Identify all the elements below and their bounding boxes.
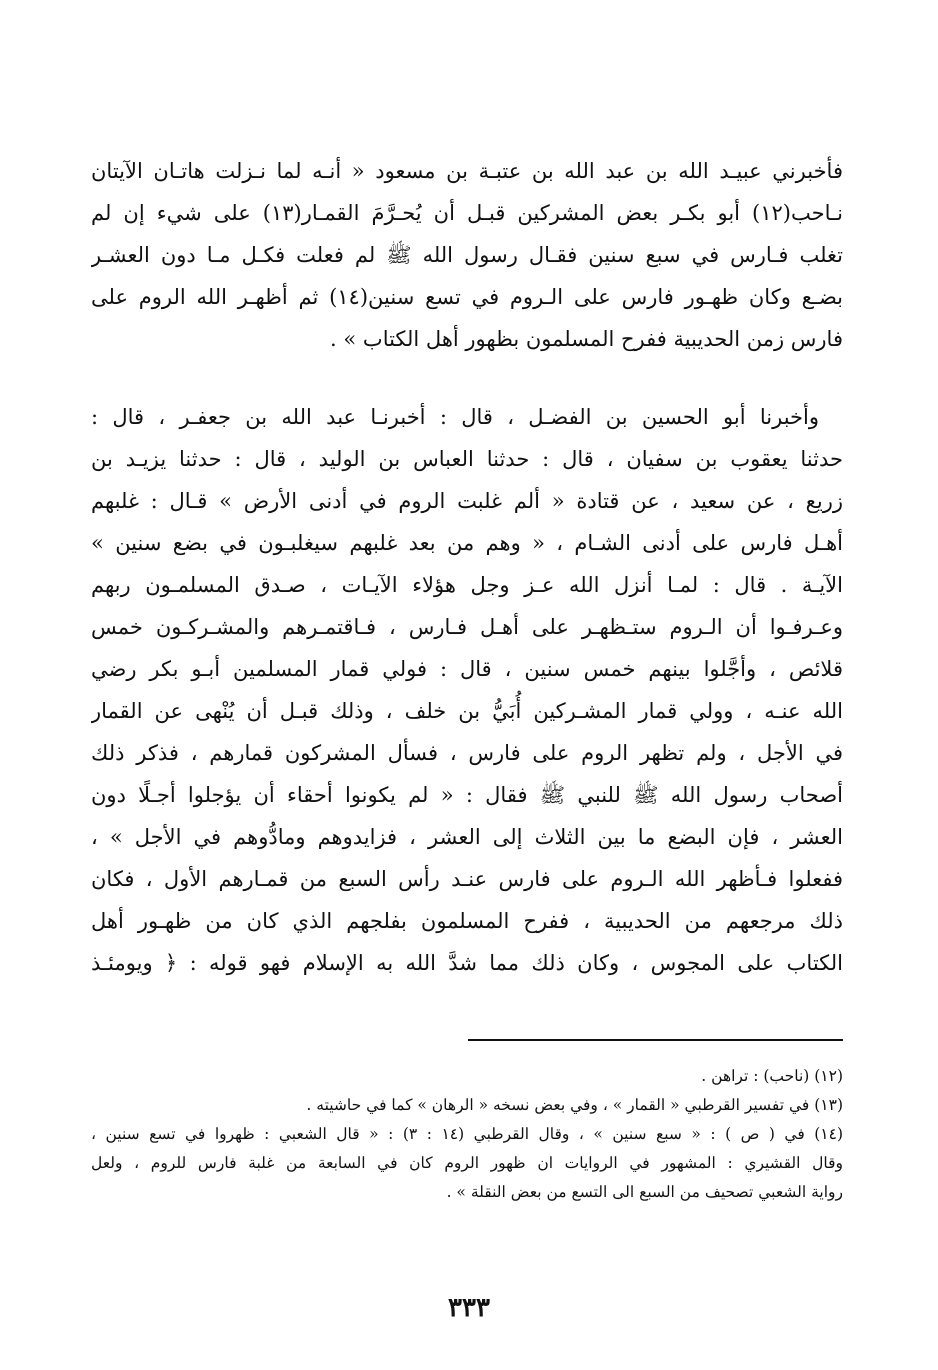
footnote-14: (١٤) في ( ص ) : « سبع سنين » ، وقال القرطبي (١٤ : ٣) : « قال الشعبي : ظهروا في تسع سنين ، [91,1125,843,1143]
footnotes [91,1062,843,1207]
footnote-14-continued: وقال القشيري : المشهور في الروايات ان ظهور الروم كان في السابعة من غلبة فارس للروم ، ولعل [91,1154,843,1172]
text-line: تغلب فـارس في سبع سنين فقـال رسول الله ﷺ لم فعلت فكـل مـا دون العشـر [91,243,843,267]
text-line: نـاحب(١٢) أبو بكـر بعض المشركين قبـل أن يُحـرَّمَ القمـار(١٣) على شيء إن لم [91,201,843,225]
text-line: ففعلوا فـأظهر الله الـروم على فارس عنـد رأس السبع من قمـارهم الأول ، فكان [91,867,843,891]
paragraph-2 [91,396,843,984]
text-line: حدثنا يعقوب بن سفيان ، قال : حدثنا العباس بن الوليد ، قال : حدثنا يزيـد بن [91,447,843,471]
text-line: في الأجل ، ولم تظهر الروم على فارس ، فسأل المشركون قمارهم ، فذكر ذلك [91,741,843,765]
text-line: وأخبرنا أبو الحسين بن الفضـل ، قال : أخبرنـا عبد الله بن جعفـر ، قال : [91,405,819,429]
text-line: الله عنـه ، وولي قمار المشـركين أُبَيُّ بن خلف ، وذلك قبـل أن يُنْهى عن القمار [91,699,843,723]
text-line: قلائص ، وأجَّلوا بينهم خمس سنين ، قال : فولي قمار المسلمين أبـو بكر رضي [91,657,843,681]
text-line: بضـع وكان ظهـور فارس على الـروم في تسع سنين(١٤) ثم أظهـر الله الروم على [91,285,843,309]
page-number: ٣٣٣ [448,1293,490,1323]
text-line: زريع ، عن سعيد ، عن قتادة « ألم غلبت الروم في أدنى الأرض » قـال : غلبهم [91,489,843,513]
footnote-12: (١٢) (ناحب) : تراهن . [701,1067,843,1085]
text-line: أهـل فارس على أدنى الشـام ، « وهم من بعد غلبهم سيغلبـون في بضع سنين » [91,531,843,555]
text-line: العشر ، فإن البضع ما بين الثلاث إلى العشر ، فزايدوهم ومادُّوهم في الأجل » ، [91,825,843,849]
text-line: أصحاب رسول الله ﷺ للنبي ﷺ فقال : « لم يكونوا أحقاء أن يؤجلوا أجـلًا دون [91,783,843,807]
paragraph-1 [91,150,843,360]
text-line: فارس زمن الحديبية ففرح المسلمون بظهور أهل الكتاب » . [330,327,843,351]
footnote-divider [468,1039,843,1041]
text-line: فأخبرني عبيـد الله بن عبد الله بن عتبـة بن مسعود « أنـه لما نـزلت هاتـان الآيتان [91,159,843,183]
text-line: الآيـة . قال : لمـا أنزل الله عـز وجل هؤلاء الآيـات ، صـدق المسلمـون ربهم [91,573,843,597]
text-line: الكتاب على المجوس ، وكان ذلك مما شدَّ الله به الإسلام فهو قوله : ﴿ ويومئـذ [91,951,843,975]
text-line: وعـرفـوا أن الـروم ستـظهـر على أهـل فـارس ، فـاقتمـرهم والمشـركـون خمس [91,615,843,639]
text-line: ذلك مرجعهم من الحديبية ، ففرح المسلمون بفلجهم الذي كان من ظهـور أهل [91,909,843,933]
footnote-14-continued: رواية الشعبي تصحيف من السبع الى التسع من بعض النقلة » . [446,1183,843,1201]
footnote-13: (١٣) في تفسير القرطبي « القمار » ، وفي بعض نسخه « الرهان » كما في حاشيته . [306,1096,843,1114]
